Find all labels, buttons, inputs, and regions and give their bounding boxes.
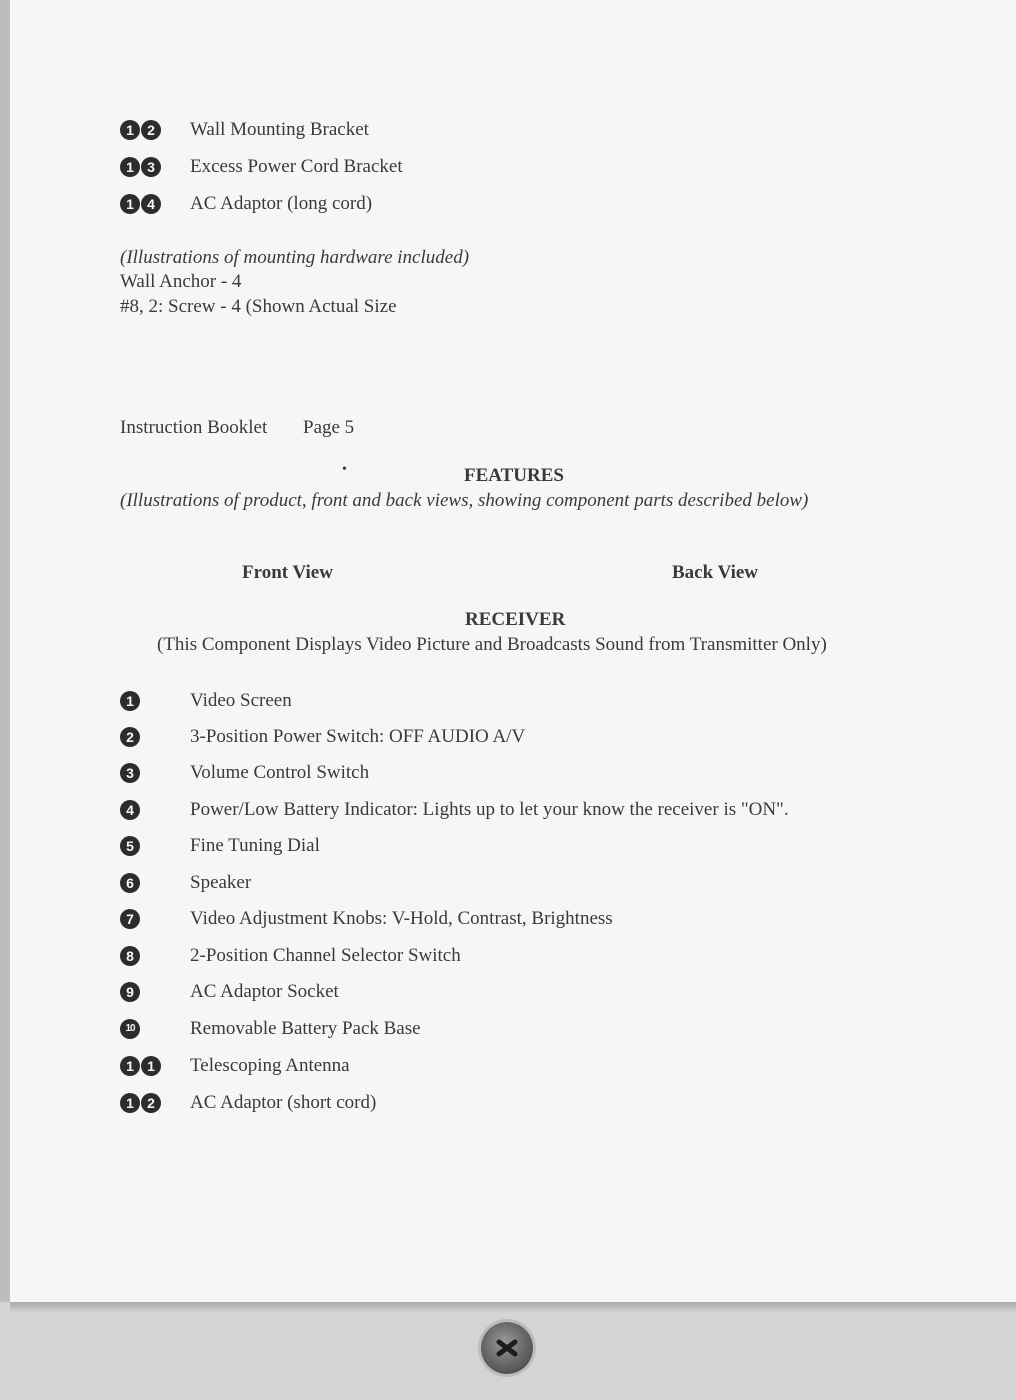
page-left-edge [0, 0, 10, 1302]
receiver-item [120, 722, 525, 752]
item-label: Video Adjustment Knobs: V-Hold, Contrast, Brightness [190, 908, 613, 929]
page-bottom-shadow [10, 1302, 1016, 1312]
item-number [120, 909, 190, 929]
document-page [10, 0, 1016, 1302]
circled-digit: 9 [120, 982, 140, 1002]
parts-list-item [120, 152, 403, 182]
item-number [120, 120, 190, 140]
item-label: Excess Power Cord Bracket [190, 156, 403, 177]
receiver-item [120, 904, 613, 934]
item-label: Telescoping Antenna [190, 1055, 350, 1076]
item-number [120, 1019, 190, 1039]
receiver-title: RECEIVER [465, 609, 566, 630]
receiver-item [120, 831, 320, 861]
item-number [120, 1056, 190, 1076]
circled-digit: 1 [120, 1056, 140, 1076]
circled-digit: 10 [120, 1019, 140, 1039]
receiver-item [120, 941, 461, 971]
circled-digit: 8 [120, 946, 140, 966]
item-label: Removable Battery Pack Base [190, 1018, 421, 1039]
receiver-item [120, 758, 369, 788]
item-number [120, 800, 190, 820]
circled-digit: 1 [120, 1093, 140, 1113]
page-number: Page 5 [303, 417, 355, 438]
bullet-mark: • [342, 462, 347, 477]
receiver-item [120, 977, 339, 1007]
booklet-title: Instruction Booklet [120, 417, 268, 438]
item-number [120, 946, 190, 966]
item-label: AC Adaptor (long cord) [190, 193, 373, 214]
item-number [120, 982, 190, 1002]
screw-text: #8, 2: Screw - 4 (Shown Actual Size [120, 296, 397, 317]
receiver-item [120, 1051, 350, 1081]
receiver-subtitle: (This Component Displays Video Picture and Broadcasts Sound from Transmitter Only) [157, 634, 827, 655]
circled-digit: 2 [141, 1093, 161, 1113]
circled-digit: 3 [120, 763, 140, 783]
item-label: Speaker [190, 872, 252, 893]
item-label: 2-Position Channel Selector Switch [190, 945, 461, 966]
parts-list-item [120, 115, 369, 145]
features-title: FEATURES [464, 465, 564, 486]
receiver-item [120, 795, 789, 825]
circled-digit: 6 [120, 873, 140, 893]
receiver-item [120, 686, 292, 716]
item-label: Video Screen [190, 690, 292, 711]
circled-digit: 4 [120, 800, 140, 820]
item-number [120, 194, 190, 214]
features-note: (Illustrations of product, front and back views, showing component parts described below) [120, 490, 809, 511]
circled-digit: 3 [141, 157, 161, 177]
receiver-item [120, 868, 251, 898]
wall-anchor-text: Wall Anchor - 4 [120, 271, 242, 292]
back-view-label: Back View [672, 562, 759, 583]
item-label: AC Adaptor Socket [190, 981, 339, 1002]
item-number [120, 873, 190, 893]
item-label: AC Adaptor (short cord) [190, 1092, 377, 1113]
receiver-item [120, 1088, 376, 1118]
item-label: Power/Low Battery Indicator: Lights up to let your know the receiver is "ON". [190, 799, 789, 820]
item-number [120, 763, 190, 783]
circled-digit: 1 [141, 1056, 161, 1076]
circled-digit: 1 [120, 194, 140, 214]
item-number [120, 157, 190, 177]
circled-digit: 1 [120, 691, 140, 711]
item-label: Volume Control Switch [190, 762, 370, 783]
circled-digit: 1 [120, 120, 140, 140]
receiver-item [120, 1014, 421, 1044]
item-label: Wall Mounting Bracket [190, 119, 369, 140]
front-view-label: Front View [242, 562, 333, 583]
item-number [120, 691, 190, 711]
circled-digit: 7 [120, 909, 140, 929]
screw-icon [481, 1322, 533, 1374]
item-number [120, 836, 190, 856]
circled-digit: 5 [120, 836, 140, 856]
item-label: 3-Position Power Switch: OFF AUDIO A/V [190, 726, 526, 747]
circled-digit: 2 [141, 120, 161, 140]
item-number [120, 1093, 190, 1113]
item-number [120, 727, 190, 747]
circled-digit: 1 [120, 157, 140, 177]
item-label: Fine Tuning Dial [190, 835, 320, 856]
hardware-note: (Illustrations of mounting hardware included) [120, 247, 470, 268]
circled-digit: 4 [141, 194, 161, 214]
parts-list-item [120, 189, 372, 219]
circled-digit: 2 [120, 727, 140, 747]
